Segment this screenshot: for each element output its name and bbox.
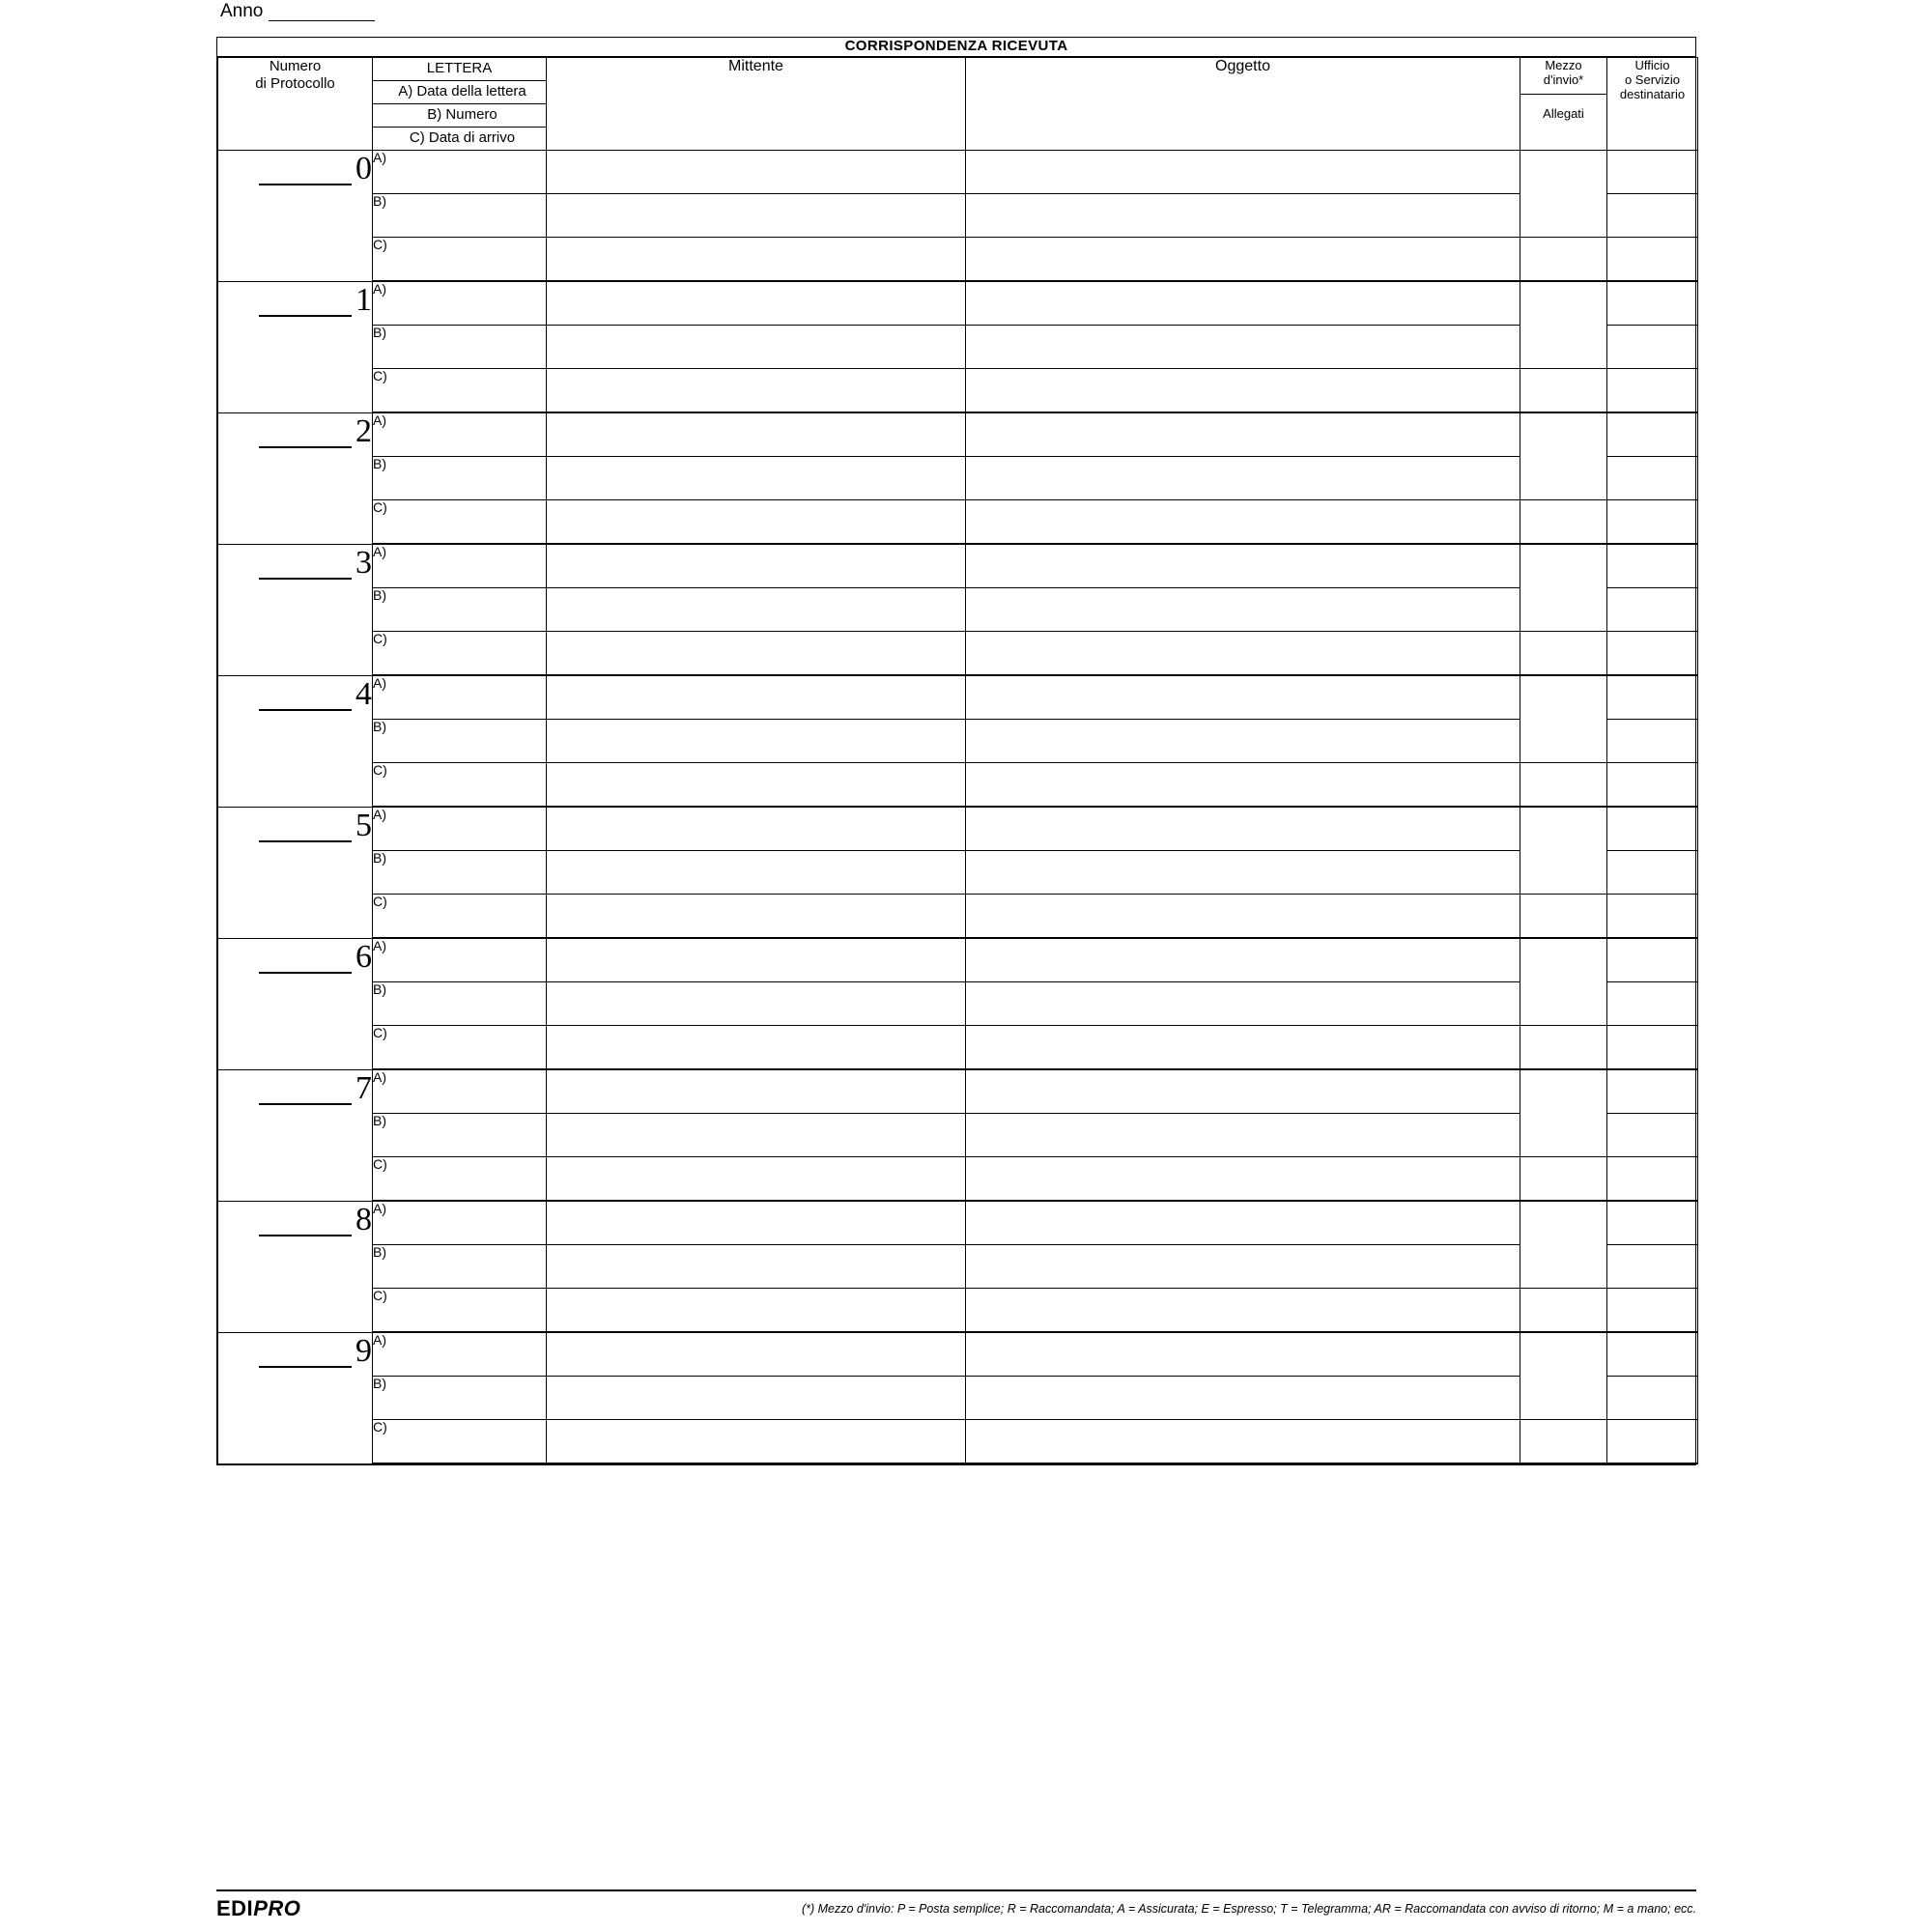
year-label: Anno [220,1,264,21]
ufficio-entry-cell[interactable] [1607,412,1698,457]
protocollo-number-cell[interactable] [218,675,373,807]
ufficio-entry-cell[interactable] [1607,1289,1698,1333]
column-header-ufficio [1607,58,1698,151]
lettera-sub-label-c[interactable]: C) [373,1157,547,1202]
lettera-sub-label-b[interactable]: B) [373,588,547,632]
mezzo-line-2: d'invio* [1543,72,1584,87]
ufficio-entry-cell[interactable] [1607,457,1698,500]
lettera-sub-label-b[interactable]: B) [373,194,547,238]
protocollo-digit: 2 [355,412,372,449]
lettera-sub-label-c[interactable]: C) [373,1026,547,1070]
table-row [218,194,1698,238]
protocollo-number-cell[interactable] [218,938,373,1069]
ufficio-entry-cell[interactable] [1607,1069,1698,1114]
ufficio-entry-cell[interactable] [1607,326,1698,369]
table-row [218,1114,1698,1157]
allegati-entry-cell[interactable] [1520,1289,1607,1333]
table-row [218,544,1698,588]
ufficio-entry-cell[interactable] [1607,1157,1698,1202]
mittente-entry-cell[interactable] [547,194,966,238]
mezzo-invio-entry-cell[interactable] [1520,412,1607,500]
oggetto-entry-cell[interactable] [966,1289,1520,1333]
mittente-entry-cell[interactable] [547,369,966,413]
lettera-item-b: B) Numero [373,104,546,128]
mittente-entry-cell[interactable] [547,500,966,545]
oggetto-entry-cell[interactable] [966,500,1520,545]
protocollo-digit: 9 [355,1332,372,1369]
protocollo-digit: 7 [355,1069,372,1106]
oggetto-entry-cell[interactable] [966,982,1520,1026]
oggetto-entry-cell[interactable] [966,281,1520,326]
oggetto-entry-cell[interactable] [966,1026,1520,1070]
oggetto-entry-cell[interactable] [966,326,1520,369]
protocollo-prefix-rule[interactable] [259,1202,352,1236]
mittente-entry-cell[interactable] [547,1245,966,1289]
lettera-sub-label-a[interactable]: A) [373,938,547,982]
ufficio-entry-cell[interactable] [1607,675,1698,720]
protocollo-digit: 8 [355,1201,372,1237]
column-header-oggetto: Oggetto [966,58,1520,151]
protocollo-number-cell[interactable] [218,412,373,544]
table-row [218,1157,1698,1202]
protocollo-line-2: di Protocollo [255,75,335,92]
lettera-sub-label-a[interactable]: A) [373,675,547,720]
table-row [218,763,1698,808]
register-table [217,57,1698,1464]
oggetto-entry-cell[interactable] [966,369,1520,413]
lettera-item-c: C) Data di arrivo [409,129,516,146]
oggetto-entry-cell[interactable] [966,1245,1520,1289]
protocollo-number-cell[interactable] [218,1069,373,1201]
year-input-rule[interactable] [269,6,375,21]
oggetto-entry-cell[interactable] [966,851,1520,895]
protocollo-digit: 1 [355,281,372,318]
oggetto-entry-cell[interactable] [966,1157,1520,1202]
oggetto-entry-cell[interactable] [966,895,1520,939]
ufficio-entry-cell[interactable] [1607,1201,1698,1245]
protocollo-prefix-rule[interactable] [259,1070,352,1105]
oggetto-entry-cell[interactable] [966,194,1520,238]
ufficio-entry-cell[interactable] [1607,763,1698,808]
protocollo-prefix-rule[interactable] [259,939,352,974]
register-body [218,151,1698,1464]
ufficio-entry-cell[interactable] [1607,1420,1698,1464]
allegati-entry-cell[interactable] [1520,1157,1607,1202]
mittente-entry-cell[interactable] [547,1332,966,1377]
mittente-entry-cell[interactable] [547,982,966,1026]
lettera-sub-label-b[interactable]: B) [373,1377,547,1420]
ufficio-entry-cell[interactable] [1607,1026,1698,1070]
lettera-title: LETTERA [373,58,546,81]
lettera-sub-label-a[interactable]: A) [373,1069,547,1114]
mittente-entry-cell[interactable] [547,238,966,282]
table-row [218,982,1698,1026]
protocollo-number-cell[interactable] [218,807,373,938]
allegati-entry-cell[interactable] [1520,895,1607,939]
table-row [218,720,1698,763]
allegati-heading: Allegati [1543,106,1584,121]
allegati-entry-cell[interactable] [1520,500,1607,545]
protocollo-prefix-rule[interactable] [259,676,352,711]
mittente-entry-cell[interactable] [547,412,966,457]
mittente-entry-cell[interactable] [547,632,966,676]
table-row [218,1069,1698,1114]
ufficio-entry-cell[interactable] [1607,1377,1698,1420]
mittente-entry-cell[interactable] [547,1157,966,1202]
lettera-sub-label-c[interactable]: C) [373,1420,547,1464]
lettera-sub-label-a[interactable]: A) [373,1201,547,1245]
oggetto-entry-cell[interactable] [966,1420,1520,1464]
column-header-lettera [373,58,547,151]
protocollo-digit: 0 [355,151,372,186]
oggetto-entry-cell[interactable] [966,807,1520,851]
lettera-sub-label-a[interactable]: A) [373,807,547,851]
lettera-sub-label-b[interactable]: B) [373,326,547,369]
ufficio-entry-cell[interactable] [1607,151,1698,194]
lettera-sub-label-a[interactable]: A) [373,544,547,588]
mezzo-invio-entry-cell[interactable] [1520,1069,1607,1157]
ufficio-entry-cell[interactable] [1607,938,1698,982]
mezzo-invio-entry-cell[interactable] [1520,1201,1607,1289]
allegati-entry-cell[interactable] [1520,632,1607,676]
mittente-entry-cell[interactable] [547,1420,966,1464]
lettera-sub-label-a[interactable]: A) [373,1332,547,1377]
oggetto-entry-cell[interactable] [966,151,1520,194]
ufficio-entry-cell[interactable] [1607,238,1698,282]
table-row [218,632,1698,676]
lettera-sub-label-c[interactable]: C) [373,763,547,808]
allegati-entry-cell[interactable] [1520,369,1607,413]
table-row [218,1420,1698,1464]
protocollo-prefix-rule[interactable] [259,151,352,185]
lettera-sub-label-b[interactable]: B) [373,1114,547,1157]
oggetto-entry-cell[interactable] [966,720,1520,763]
ufficio-entry-cell[interactable] [1607,1332,1698,1377]
ufficio-entry-cell[interactable] [1607,1114,1698,1157]
table-row [218,1332,1698,1377]
allegati-entry-cell[interactable] [1520,1420,1607,1464]
oggetto-entry-cell[interactable] [966,632,1520,676]
mezzo-invio-heading [1520,58,1606,95]
lettera-sub-label-a[interactable]: A) [373,151,547,194]
ufficio-line-2: o Servizio [1624,72,1681,87]
mezzo-invio-entry-cell[interactable] [1520,938,1607,1026]
oggetto-entry-cell[interactable] [966,1377,1520,1420]
oggetto-entry-cell[interactable] [966,1201,1520,1245]
lettera-sub-label-b[interactable]: B) [373,982,547,1026]
oggetto-entry-cell[interactable] [966,763,1520,808]
oggetto-entry-cell[interactable] [966,238,1520,282]
table-row [218,1026,1698,1070]
table-row [218,151,1698,194]
mittente-entry-cell[interactable] [547,938,966,982]
protocollo-prefix-rule[interactable] [259,545,352,580]
table-row [218,1201,1698,1245]
table-row [218,851,1698,895]
mittente-entry-cell[interactable] [547,1289,966,1333]
table-row [218,412,1698,457]
protocollo-number-cell[interactable] [218,1201,373,1332]
ufficio-entry-cell[interactable] [1607,369,1698,413]
mittente-entry-cell[interactable] [547,151,966,194]
table-row [218,938,1698,982]
ufficio-entry-cell[interactable] [1607,720,1698,763]
ufficio-entry-cell[interactable] [1607,1245,1698,1289]
protocollo-number-cell[interactable] [218,544,373,675]
mezzo-invio-entry-cell[interactable] [1520,281,1607,369]
lettera-sub-label-b[interactable]: B) [373,1245,547,1289]
oggetto-entry-cell[interactable] [966,1069,1520,1114]
oggetto-entry-cell[interactable] [966,938,1520,982]
lettera-sub-label-c[interactable]: C) [373,238,547,282]
ufficio-entry-cell[interactable] [1607,588,1698,632]
ufficio-entry-cell[interactable] [1607,500,1698,545]
oggetto-entry-cell[interactable] [966,544,1520,588]
lettera-sub-label-b[interactable]: B) [373,720,547,763]
mittente-entry-cell[interactable] [547,457,966,500]
oggetto-entry-cell[interactable] [966,412,1520,457]
allegati-entry-cell[interactable] [1520,1026,1607,1070]
table-row [218,1377,1698,1420]
protocollo-number-cell[interactable] [218,151,373,282]
mittente-entry-cell[interactable] [547,544,966,588]
ufficio-line-3: destinatario [1619,87,1686,101]
ufficio-entry-cell[interactable] [1607,544,1698,588]
mezzo-line-1: Mezzo [1545,58,1582,72]
oggetto-entry-cell[interactable] [966,457,1520,500]
allegati-entry-cell[interactable] [1520,763,1607,808]
mezzo-invio-entry-cell[interactable] [1520,807,1607,895]
mezzo-invio-entry-cell[interactable] [1520,1332,1607,1420]
mittente-entry-cell[interactable] [547,1026,966,1070]
table-row [218,369,1698,413]
mittente-entry-cell[interactable] [547,1069,966,1114]
column-header-mezzo-allegati [1520,58,1607,151]
allegati-entry-cell[interactable] [1520,238,1607,282]
mittente-entry-cell[interactable] [547,1201,966,1245]
oggetto-entry-cell[interactable] [966,675,1520,720]
mezzo-invio-legend: (*) Mezzo d'invio: P = Posta semplice; R = Raccomandata; A = Assicurata; E = Espresso; T = Telegramma; AR = Raccomandata con avviso di ritorno; M = a mano; ecc. [801,1902,1696,1916]
protocollo-prefix-rule[interactable] [259,413,352,448]
ufficio-entry-cell[interactable] [1607,807,1698,851]
table-row [218,1289,1698,1333]
table-row [218,281,1698,326]
protocollo-prefix-rule[interactable] [259,282,352,317]
table-banner-title: CORRISPONDENZA RICEVUTA [217,38,1695,57]
lettera-sub-label-c[interactable]: C) [373,632,547,676]
table-row [218,1245,1698,1289]
lettera-sub-label-a[interactable]: A) [373,412,547,457]
mezzo-invio-entry-cell[interactable] [1520,675,1607,763]
mittente-entry-cell[interactable] [547,807,966,851]
table-row [218,500,1698,545]
lettera-sub-label-c[interactable]: C) [373,500,547,545]
protocollo-number-cell[interactable] [218,281,373,412]
logo-text-edi: EDI [216,1896,254,1920]
column-header-protocollo [218,58,373,151]
page-footer [216,1889,1696,1921]
ufficio-line-1: Ufficio [1634,58,1670,72]
ufficio-entry-cell[interactable] [1607,851,1698,895]
ufficio-entry-cell[interactable] [1607,194,1698,238]
table-row [218,807,1698,851]
ufficio-entry-cell[interactable] [1607,895,1698,939]
oggetto-entry-cell[interactable] [966,1114,1520,1157]
table-row [218,238,1698,282]
mittente-entry-cell[interactable] [547,720,966,763]
mittente-entry-cell[interactable] [547,763,966,808]
protocollo-line-1: Numero [269,58,322,74]
ufficio-entry-cell[interactable] [1607,281,1698,326]
mittente-entry-cell[interactable] [547,281,966,326]
table-row [218,457,1698,500]
lettera-sub-label-c[interactable]: C) [373,369,547,413]
mittente-entry-cell[interactable] [547,895,966,939]
register-table-frame [216,37,1696,1465]
mittente-entry-cell[interactable] [547,588,966,632]
lettera-sub-label-b[interactable]: B) [373,851,547,895]
protocollo-digit: 4 [355,675,372,712]
lettera-sub-label-a[interactable]: A) [373,281,547,326]
protocollo-prefix-rule[interactable] [259,1333,352,1368]
protocollo-digit: 6 [355,938,372,975]
mittente-entry-cell[interactable] [547,675,966,720]
mittente-entry-cell[interactable] [547,1114,966,1157]
ufficio-entry-cell[interactable] [1607,632,1698,676]
protocollo-digit: 3 [355,544,372,581]
table-row [218,895,1698,939]
logo-text-pro: PRO [253,1896,301,1920]
table-row [218,675,1698,720]
mezzo-invio-entry-cell[interactable] [1520,151,1607,238]
ufficio-entry-cell[interactable] [1607,982,1698,1026]
lettera-sub-label-c[interactable]: C) [373,1289,547,1333]
year-field[interactable] [220,2,375,21]
publisher-logo [216,1896,300,1921]
oggetto-entry-cell[interactable] [966,1332,1520,1377]
protocollo-digit: 5 [355,807,372,843]
table-header [218,58,1698,151]
lettera-item-a: A) Data della lettera [373,81,546,104]
mittente-entry-cell[interactable] [547,851,966,895]
mezzo-invio-entry-cell[interactable] [1520,544,1607,632]
lettera-sub-label-b[interactable]: B) [373,457,547,500]
mittente-entry-cell[interactable] [547,326,966,369]
lettera-sub-label-c[interactable]: C) [373,895,547,939]
protocollo-prefix-rule[interactable] [259,808,352,842]
table-row [218,326,1698,369]
oggetto-entry-cell[interactable] [966,588,1520,632]
mittente-entry-cell[interactable] [547,1377,966,1420]
column-header-mittente: Mittente [547,58,966,151]
protocollo-number-cell[interactable] [218,1332,373,1463]
table-row [218,588,1698,632]
